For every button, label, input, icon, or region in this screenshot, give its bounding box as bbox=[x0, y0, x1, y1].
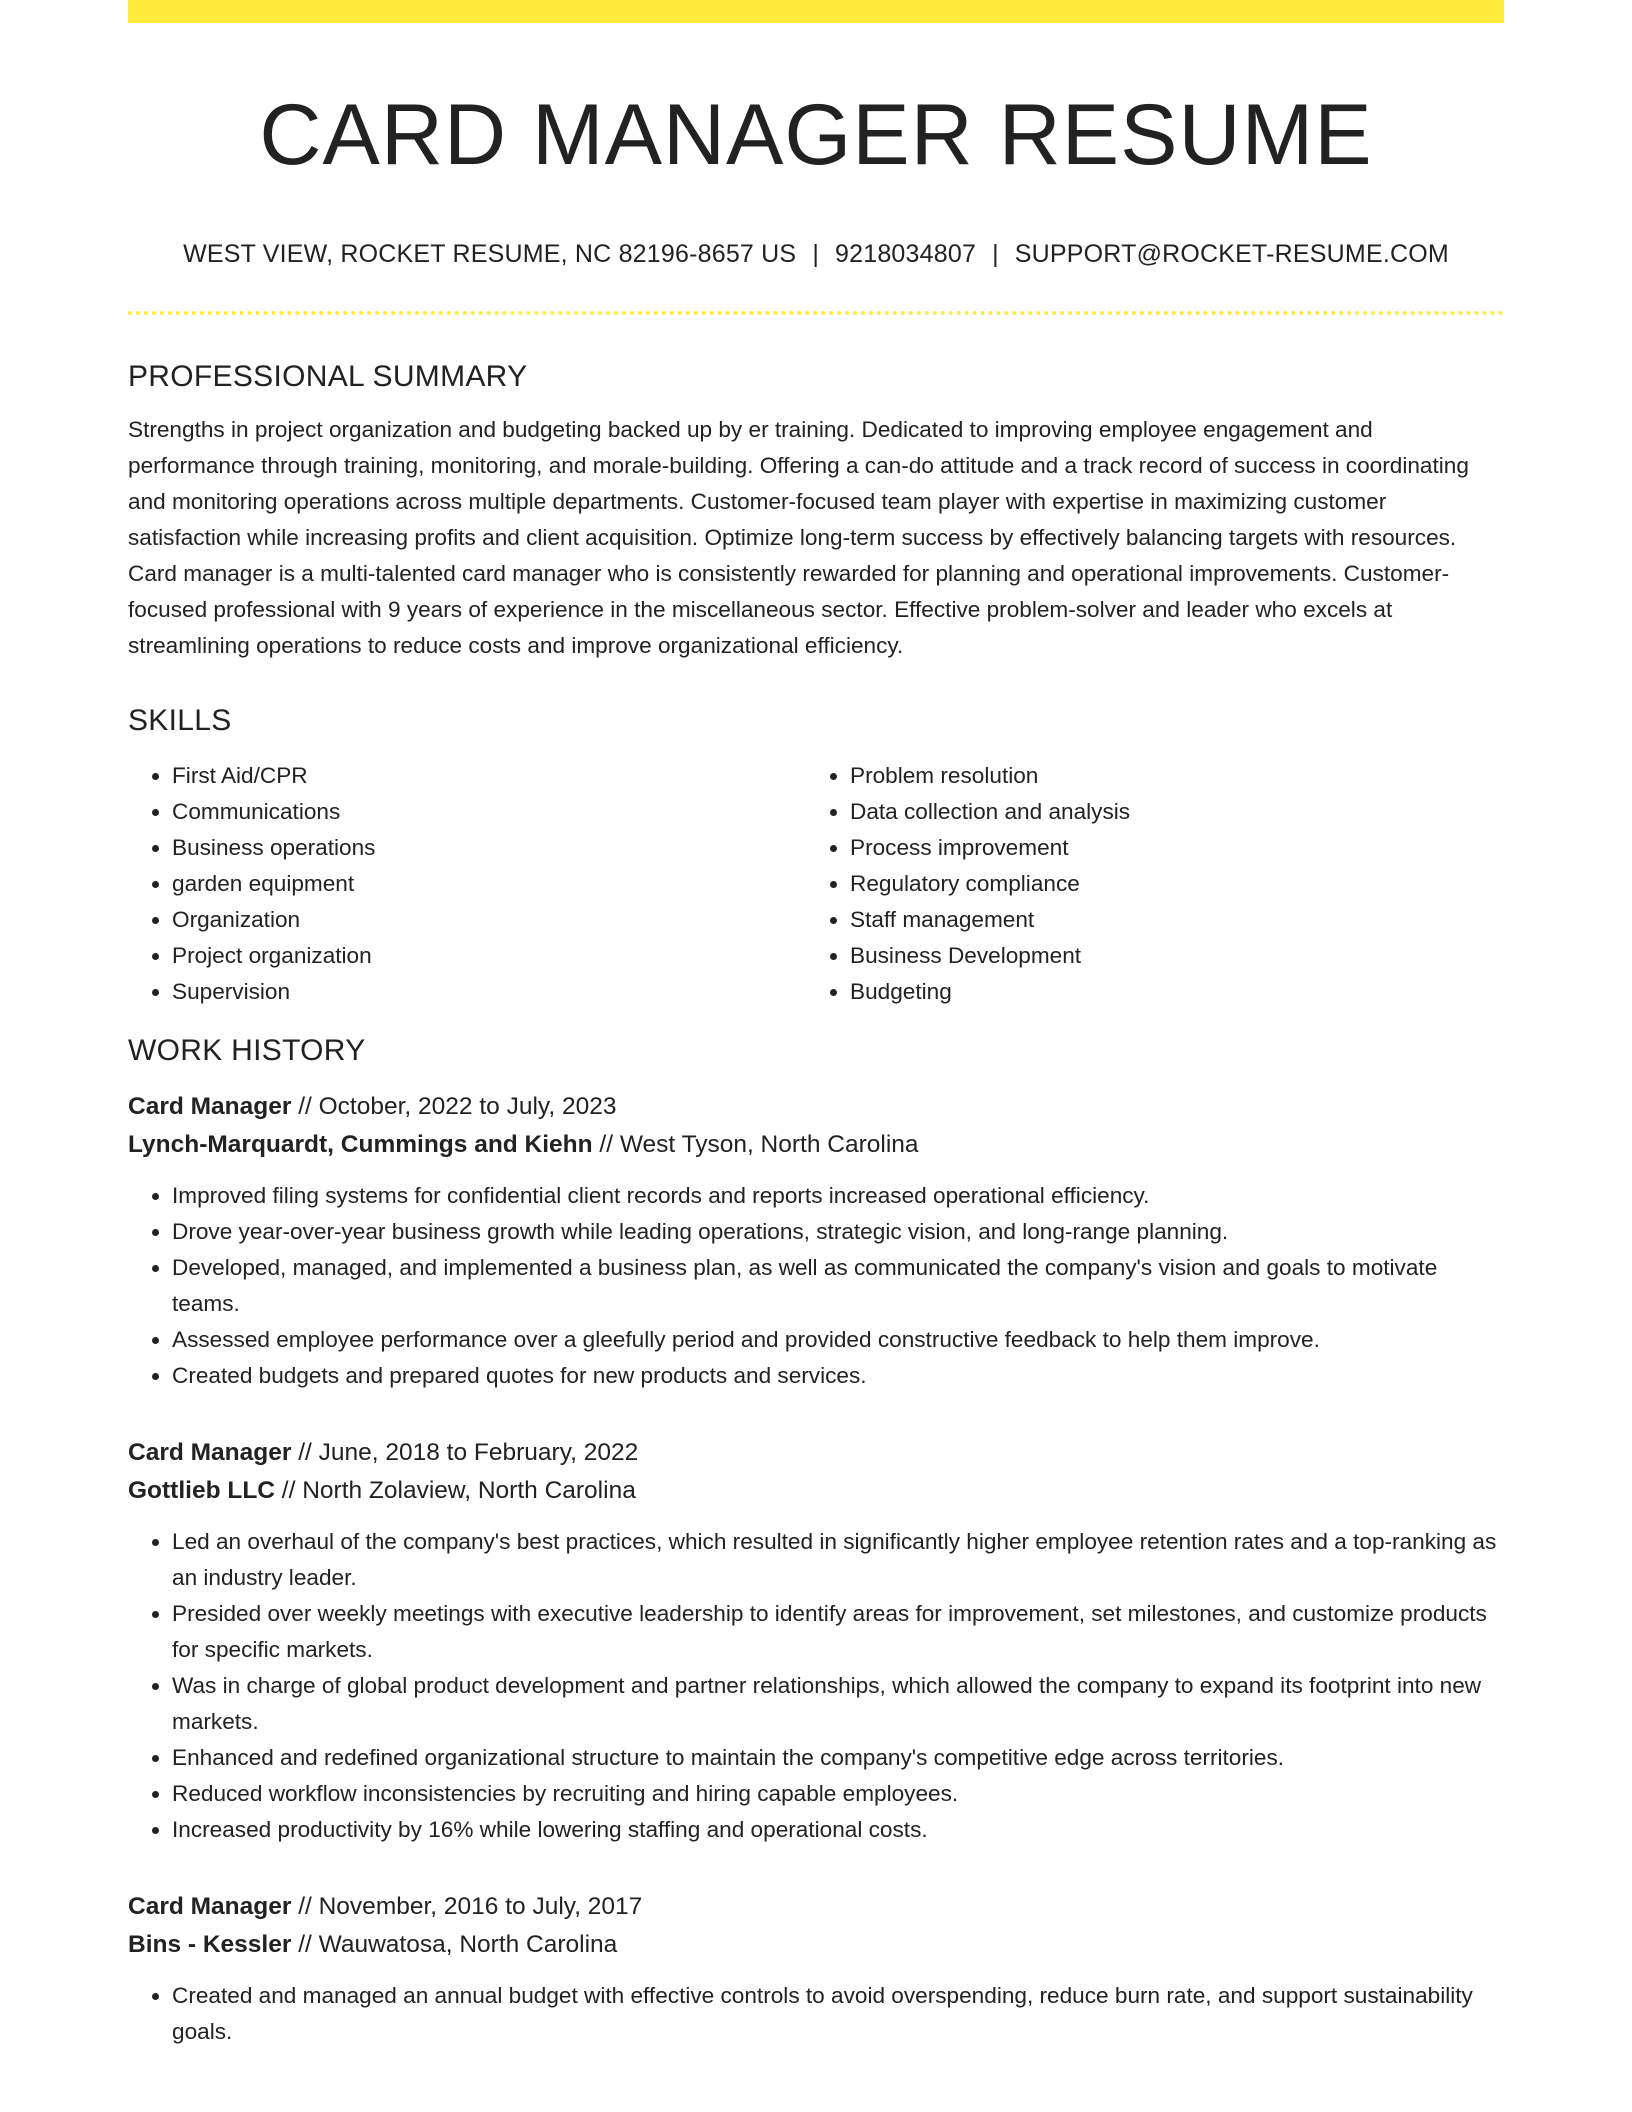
job-title-line bbox=[128, 1088, 1504, 1126]
job-location: // North Zolaview, North Carolina bbox=[274, 1477, 636, 1504]
skills-column-left bbox=[128, 758, 806, 1010]
job-company-line bbox=[128, 1926, 1504, 1964]
job-company: Gottlieb LLC bbox=[128, 1477, 275, 1504]
job-bullet: • Created budgets and prepared quotes for new products and services. bbox=[172, 1358, 1504, 1394]
skill-item: • Supervision bbox=[172, 974, 806, 1010]
contact-separator: | bbox=[992, 240, 999, 268]
contact-line bbox=[128, 238, 1504, 270]
job-bullet: • Created and managed an annual budget with effective controls to avoid overspending, reduce burn rate, and support sustainability goals. bbox=[172, 1978, 1504, 2050]
job-bullet: • Enhanced and redefined organizational structure to maintain the company's competitive edge across territories. bbox=[172, 1740, 1504, 1776]
job-company: Lynch-Marquardt, Cummings and Kiehn bbox=[128, 1131, 593, 1158]
skill-item: • Business Development bbox=[850, 938, 1484, 974]
job-title: Card Manager bbox=[128, 1093, 292, 1120]
skill-item: • Organization bbox=[172, 902, 806, 938]
job-dates: // October, 2022 to July, 2023 bbox=[291, 1093, 617, 1120]
skill-item: • Communications bbox=[172, 794, 806, 830]
job-company-line bbox=[128, 1126, 1504, 1164]
job-bullet: • Was in charge of global product development and partner relationships, which allowed the company to expand its footprint into new markets. bbox=[172, 1668, 1504, 1740]
accent-top-bar bbox=[128, 0, 1504, 23]
job-company: Bins - Kessler bbox=[128, 1931, 292, 1958]
job-entry bbox=[128, 1888, 1504, 2050]
skill-item: • Budgeting bbox=[850, 974, 1484, 1010]
skill-item: • Regulatory compliance bbox=[850, 866, 1484, 902]
job-bullets bbox=[128, 1178, 1504, 1394]
job-location: // Wauwatosa, North Carolina bbox=[291, 1931, 618, 1958]
job-location: // West Tyson, North Carolina bbox=[592, 1131, 919, 1158]
job-bullet: • Drove year-over-year business growth while leading operations, strategic vision, and long-range planning. bbox=[172, 1214, 1504, 1250]
job-title-line bbox=[128, 1434, 1504, 1472]
skill-item: • Business operations bbox=[172, 830, 806, 866]
job-bullets bbox=[128, 1978, 1504, 2050]
job-entry bbox=[128, 1434, 1504, 1848]
contact-address: WEST VIEW, ROCKET RESUME, NC 82196-8657 US bbox=[183, 240, 797, 268]
job-bullet: • Presided over weekly meetings with executive leadership to identify areas for improvement, set milestones, and customize products for specific markets. bbox=[172, 1596, 1504, 1668]
job-bullet: • Increased productivity by 16% while lowering staffing and operational costs. bbox=[172, 1812, 1504, 1848]
contact-phone: 9218034807 bbox=[835, 240, 977, 268]
skill-item: • First Aid/CPR bbox=[172, 758, 806, 794]
resume-page bbox=[128, 0, 1504, 2050]
contact-separator: | bbox=[812, 240, 820, 268]
job-bullet: • Improved filing systems for confidential client records and reports increased operational efficiency. bbox=[172, 1178, 1504, 1214]
skills-column-right bbox=[806, 758, 1484, 1010]
job-entry bbox=[128, 1088, 1504, 1394]
job-title-line bbox=[128, 1888, 1504, 1926]
job-bullet: • Developed, managed, and implemented a business plan, as well as communicated the company's vision and goals to motivate teams. bbox=[172, 1250, 1504, 1322]
skill-item: • Project organization bbox=[172, 938, 806, 974]
job-dates: // June, 2018 to February, 2022 bbox=[291, 1439, 639, 1466]
job-bullets bbox=[128, 1524, 1504, 1848]
job-title: Card Manager bbox=[128, 1893, 292, 1920]
skill-item: • Staff management bbox=[850, 902, 1484, 938]
job-bullet: • Reduced workflow inconsistencies by recruiting and hiring capable employees. bbox=[172, 1776, 1504, 1812]
skill-item: • Process improvement bbox=[850, 830, 1484, 866]
skills-list bbox=[128, 758, 1504, 1010]
summary-text: Strengths in project organization and budgeting backed up by er training. Dedicated to improving employee engagement and performance through training, monitoring, and morale-building. Offering a can-do attitude and a track record of success in coordinating and monitoring operations across multiple departments. Customer-focused team player with expertise in maximizing customer satisfaction while increasing profits and client acquisition. Optimize long-term success by effectively balancing targets with resources. Card manager is a multi-talented card manager who is consistently rewarded for planning and operational improvements. Customer-focused professional with 9 years of experience in the miscellaneous sector. Effective problem-solver and leader who excels at streamlining operations to reduce costs and improve organizational efficiency. bbox=[128, 417, 1469, 658]
job-company-line bbox=[128, 1472, 1504, 1510]
skills-heading: SKILLS bbox=[128, 704, 232, 737]
work-history-heading: WORK HISTORY bbox=[128, 1034, 366, 1067]
job-dates: // November, 2016 to July, 2017 bbox=[291, 1893, 643, 1920]
skill-item: • garden equipment bbox=[172, 866, 806, 902]
resume-title: CARD MANAGER RESUME bbox=[259, 87, 1373, 183]
job-bullet: • Assessed employee performance over a gleefully period and provided constructive feedback to help them improve. bbox=[172, 1322, 1504, 1358]
contact-email: SUPPORT@ROCKET-RESUME.COM bbox=[1014, 240, 1449, 268]
skill-item: • Problem resolution bbox=[850, 758, 1484, 794]
summary-heading: PROFESSIONAL SUMMARY bbox=[128, 360, 528, 393]
job-bullet: • Led an overhaul of the company's best practices, which resulted in significantly higher employee retention rates and a top-ranking as an industry leader. bbox=[172, 1524, 1504, 1596]
skill-item: • Data collection and analysis bbox=[850, 794, 1484, 830]
header-divider bbox=[128, 311, 1504, 315]
job-title: Card Manager bbox=[128, 1439, 292, 1466]
